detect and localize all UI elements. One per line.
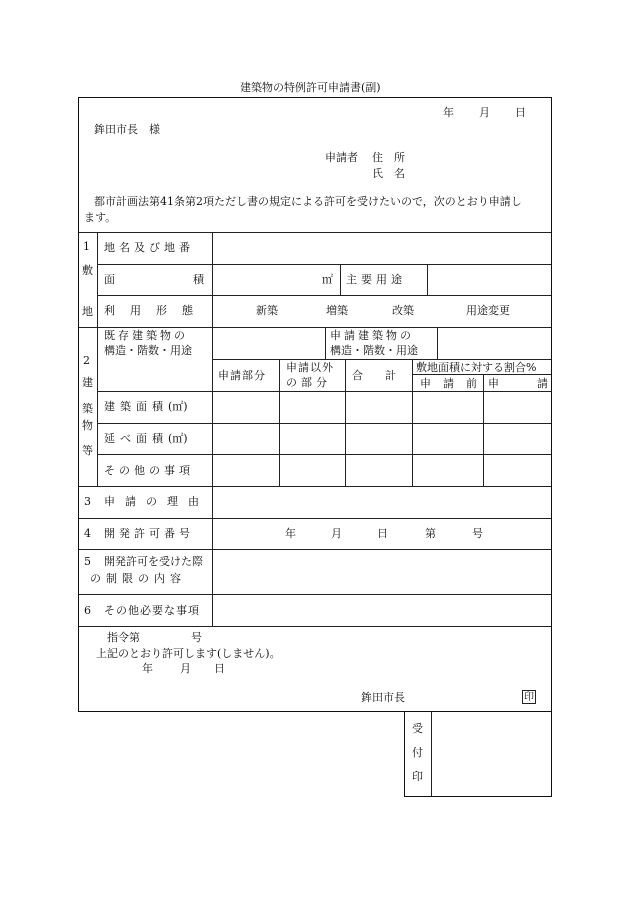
col-ratio: 敷地面積に対する割合% bbox=[416, 361, 537, 374]
addressee: 鉾田市長 様 bbox=[94, 123, 160, 136]
reason-label: 申請の理由 bbox=[104, 495, 209, 508]
designation-label: 指令第 bbox=[107, 631, 140, 644]
restrict-num: 5 bbox=[84, 555, 91, 568]
site-area-label-2: 積 bbox=[193, 273, 204, 286]
usage-option-new[interactable]: 新築 bbox=[256, 304, 278, 317]
receipt-box bbox=[404, 711, 552, 797]
row-building-area: 建築面積 bbox=[104, 400, 168, 413]
site-usage-label: 利用形態 bbox=[104, 304, 208, 317]
receipt-char-3: 印 bbox=[412, 770, 423, 783]
site-num: 1 bbox=[83, 240, 90, 253]
applicant-label: 申請者 bbox=[325, 151, 358, 164]
usage-option-extension[interactable]: 増築 bbox=[326, 304, 348, 317]
intro-line-2: ます。 bbox=[84, 211, 117, 224]
applied-building-label-1: 申請建築物の bbox=[330, 329, 414, 342]
site-lot-label: 地名及び地番 bbox=[104, 241, 194, 254]
applicant-address-label: 住 所 bbox=[372, 151, 405, 164]
site-char-1: 敷 bbox=[82, 264, 93, 277]
permit-num: 4 bbox=[84, 527, 91, 540]
reason-num: 3 bbox=[84, 495, 91, 508]
site-area-unit: ㎡ bbox=[322, 273, 333, 286]
col-other-part-2: の部分 bbox=[286, 376, 331, 389]
row-floor-area: 延べ面積 bbox=[104, 432, 168, 445]
site-area-label-1: 面 bbox=[104, 273, 115, 286]
col-total: 合計 bbox=[352, 369, 418, 382]
applied-building-label-2: 構造・階数・用途 bbox=[330, 344, 418, 357]
permit-year: 年 bbox=[285, 527, 296, 540]
date-month: 月 bbox=[479, 106, 490, 119]
site-char-2: 地 bbox=[82, 305, 93, 318]
building-num: 2 bbox=[83, 354, 90, 367]
permit-label: 開発許可番号 bbox=[104, 527, 194, 540]
restrict-label-2: の制限の内容 bbox=[90, 572, 186, 585]
designation-go: 号 bbox=[191, 631, 202, 644]
col-after: 申請 bbox=[488, 377, 586, 390]
receipt-char-1: 受 bbox=[412, 722, 423, 735]
building-char-4: 等 bbox=[82, 444, 93, 457]
building-char-1: 建 bbox=[82, 376, 93, 389]
building-char-2: 築 bbox=[82, 402, 93, 415]
permit-go: 号 bbox=[472, 527, 483, 540]
existing-building-label-2: 構造・階数・用途 bbox=[104, 344, 192, 357]
form-title: 建築物の特例許可申請書(副) bbox=[240, 81, 381, 94]
row-floor-area-unit: (㎡) bbox=[168, 432, 188, 445]
receipt-char-2: 付 bbox=[412, 746, 423, 759]
permit-month: 月 bbox=[331, 527, 342, 540]
row-building-area-unit: (㎡) bbox=[168, 400, 188, 413]
restrict-label-1: 開発許可を受けた際 bbox=[104, 555, 203, 568]
approval-year: 年 bbox=[142, 662, 153, 675]
date-day: 日 bbox=[515, 106, 526, 119]
intro-line-1: 都市計画法第41条第2項ただし書の規定による許可を受けたいので，次のとおり申請し bbox=[94, 195, 522, 208]
approval-text: 上記のとおり許可します(しません)。 bbox=[96, 647, 281, 660]
col-before: 申請前 bbox=[420, 377, 489, 390]
approval-mayor: 鉾田市長 bbox=[361, 691, 405, 704]
col-other-part-1: 申請以外 bbox=[286, 361, 334, 374]
permit-day: 日 bbox=[377, 527, 388, 540]
row-other-items: その他の事項 bbox=[104, 464, 194, 477]
usage-option-renovation[interactable]: 改築 bbox=[392, 304, 414, 317]
applicant-name-label: 氏 名 bbox=[372, 167, 405, 180]
other-label: その他必要な事項 bbox=[104, 604, 200, 617]
approval-month: 月 bbox=[180, 662, 191, 675]
approval-day: 日 bbox=[214, 662, 225, 675]
col-applied-part: 申請部分 bbox=[218, 369, 266, 382]
date-year: 年 bbox=[443, 106, 454, 119]
usage-option-change[interactable]: 用途変更 bbox=[466, 304, 510, 317]
existing-building-label-1: 既存建築物の bbox=[104, 329, 188, 342]
permit-dai: 第 bbox=[425, 527, 436, 540]
seal-mark: 印 bbox=[524, 692, 534, 703]
other-num: 6 bbox=[84, 604, 91, 617]
building-char-3: 物 bbox=[82, 419, 93, 432]
site-main-use-label: 主要用途 bbox=[346, 273, 406, 286]
